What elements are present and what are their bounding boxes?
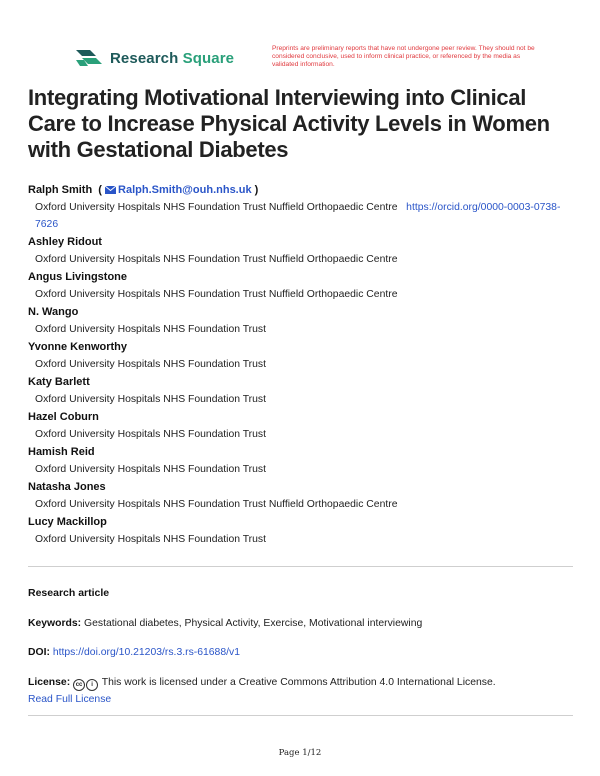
author-name: Yvonne Kenworthy bbox=[28, 341, 128, 353]
author-entry bbox=[28, 408, 576, 443]
author-name: Hazel Coburn bbox=[28, 411, 99, 423]
author-entry bbox=[28, 181, 576, 233]
mail-icon bbox=[105, 186, 116, 194]
author-affiliation: Oxford University Hospitals NHS Foundation Trust Nuffield Orthopaedic Centre bbox=[35, 289, 398, 300]
cc-icon: cc bbox=[73, 679, 85, 691]
keywords-value: Gestational diabetes, Physical Activity, Exercise, Motivational interviewing bbox=[84, 618, 423, 629]
author-list bbox=[28, 181, 576, 548]
author-name: Katy Barlett bbox=[28, 376, 90, 388]
author-entry bbox=[28, 338, 576, 373]
author-name: N. Wango bbox=[28, 306, 79, 318]
author-affiliation: Oxford University Hospitals NHS Foundation Trust bbox=[35, 534, 266, 545]
author-entry bbox=[28, 233, 576, 268]
author-affiliation: Oxford University Hospitals NHS Foundation Trust Nuffield Orthopaedic Centre bbox=[35, 254, 398, 265]
preprint-notice: Preprints are preliminary reports that have not undergone peer review. They should not be considered conclusive, used to inform clinical practice, or referenced by the media as validated information. bbox=[272, 45, 535, 68]
author-affiliation: Oxford University Hospitals NHS Foundation Trust bbox=[35, 324, 266, 335]
orcid-link[interactable]: https://orcid.org/0000-0003-0738-7626 bbox=[35, 202, 561, 230]
page-number: Page 1/12 bbox=[278, 748, 322, 758]
license-line bbox=[28, 674, 576, 708]
read-full-license-link[interactable]: Read Full License bbox=[28, 694, 112, 705]
logo-text: Research Square bbox=[110, 49, 235, 67]
license-label: License: bbox=[28, 677, 71, 688]
author-name: Lucy Mackillop bbox=[28, 516, 107, 528]
author-entry bbox=[28, 478, 576, 513]
author-entry bbox=[28, 303, 576, 338]
author-affiliation: Oxford University Hospitals NHS Foundation Trust bbox=[35, 464, 266, 475]
doi-label: DOI: bbox=[28, 647, 50, 658]
author-entry bbox=[28, 513, 576, 548]
research-square-logo-icon bbox=[74, 46, 104, 70]
author-affiliation: Oxford University Hospitals NHS Foundation Trust Nuffield Orthopaedic Centre bbox=[35, 202, 398, 213]
author-affiliation: Oxford University Hospitals NHS Foundation Trust bbox=[35, 394, 266, 405]
author-name: Hamish Reid bbox=[28, 446, 95, 458]
author-name: Ralph Smith bbox=[28, 184, 93, 196]
author-affiliation: Oxford University Hospitals NHS Foundation Trust bbox=[35, 429, 266, 440]
author-name: Ashley Ridout bbox=[28, 236, 102, 248]
author-affiliation: Oxford University Hospitals NHS Foundation Trust bbox=[35, 359, 266, 370]
paper-title: Integrating Motivational Interviewing into Clinical Care to Increase Physical Activity Levels in Women with Gestational Diabetes bbox=[28, 85, 550, 162]
author-name: Natasha Jones bbox=[28, 481, 106, 493]
author-entry bbox=[28, 373, 576, 408]
attribution-icon: i bbox=[86, 679, 98, 691]
research-square-logo bbox=[74, 46, 234, 70]
author-name: Angus Livingstone bbox=[28, 271, 127, 283]
doi-link[interactable]: https://doi.org/10.21203/rs.3.rs-61688/v1 bbox=[52, 647, 240, 658]
doi-line bbox=[28, 644, 576, 661]
article-type: Research article bbox=[28, 587, 110, 599]
license-text: This work is licensed under a Creative Commons Attribution 4.0 International License. bbox=[101, 677, 496, 688]
corresponding-email[interactable]: ( Ralph.Smith@ouh.nhs.uk ) bbox=[95, 184, 259, 196]
author-affiliation: Oxford University Hospitals NHS Foundation Trust Nuffield Orthopaedic Centre bbox=[35, 499, 398, 510]
author-entry bbox=[28, 268, 576, 303]
author-entry bbox=[28, 443, 576, 478]
keywords-label: Keywords: bbox=[28, 618, 82, 629]
keywords-line bbox=[28, 615, 576, 632]
divider bbox=[28, 715, 573, 716]
divider bbox=[28, 566, 573, 567]
